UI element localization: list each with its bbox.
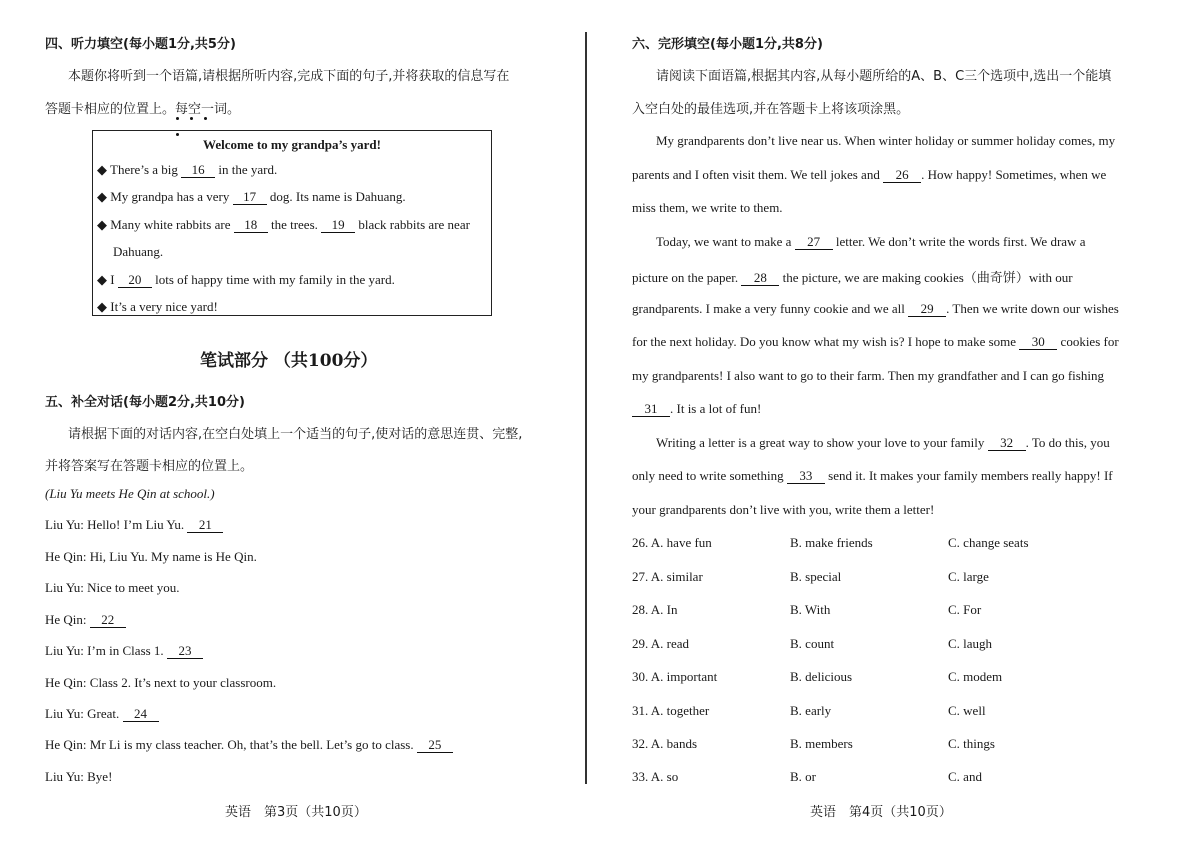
right-page-footer: 英语 第4页（共10页） [810, 805, 952, 820]
passage-line-7: for the next holiday. Do you know what my wish is? I hope to make some 30 cookies for [632, 334, 1119, 349]
passage-line-3: miss them, we write to them. [632, 200, 783, 215]
blank-27: 27 [795, 235, 833, 250]
blank-24: 24 [123, 707, 159, 722]
blank-16: 16 [181, 163, 215, 178]
dialogue-scene: (Liu Yu meets He Qin at school.) [45, 486, 215, 501]
blank-25: 25 [417, 738, 453, 753]
section-4-intro-line2: 答题卡相应的位置上。每空一词。 [45, 102, 241, 117]
option-27-a: 27. A. similar [632, 569, 703, 584]
option-30-b: B. delicious [790, 669, 853, 684]
passage-line-12: your grandparents don’t live with you, write them a letter! [632, 502, 935, 517]
option-29-b: B. count [790, 636, 835, 651]
dialogue-line-2: He Qin: Hi, Liu Yu. My name is He Qin. [45, 549, 257, 564]
blank-20: 20 [118, 273, 152, 288]
option-28-c: C. For [948, 602, 982, 617]
option-31-b: B. early [790, 703, 832, 718]
blank-28: 28 [741, 271, 779, 286]
option-33-a: 33. A. so [632, 769, 679, 784]
option-30-a: 30. A. important [632, 669, 718, 684]
blank-31: 31 [632, 402, 670, 417]
section-6-intro-line2: 入空白处的最佳选项,并在答题卡上将该项涂黑。 [632, 102, 910, 117]
box-line-16: ◆ There’s a big 16 in the yard. [97, 162, 278, 177]
section-5-intro-line2: 并将答案写在答题卡相应的位置上。 [45, 459, 254, 474]
emphasis-dots [176, 108, 224, 114]
passage-line-1: My grandparents don’t live near us. When winter holiday or summer holiday comes, my [656, 133, 1116, 148]
diamond-bullet-icon: ◆ [97, 217, 107, 232]
dialogue-line-9: Liu Yu: Bye! [45, 769, 113, 784]
option-32-b: B. members [790, 736, 853, 751]
box-line-18-19: ◆ Many white rabbits are 18 the trees. 19 black rabbits are near [97, 217, 470, 232]
blank-18: 18 [234, 218, 268, 233]
blank-22: 22 [90, 613, 126, 628]
option-30-c: C. modem [948, 669, 1003, 684]
option-29-c: C. laugh [948, 636, 993, 651]
section-5-title: 五、补全对话(每小题2分,共10分) [45, 395, 245, 410]
diamond-bullet-icon: ◆ [97, 299, 107, 314]
listening-box [92, 130, 492, 316]
option-33-b: B. or [790, 769, 816, 784]
dialogue-line-1: Liu Yu: Hello! I’m Liu Yu. 21 [45, 517, 223, 533]
blank-26: 26 [883, 168, 921, 183]
option-33-c: C. and [948, 769, 982, 784]
diamond-bullet-icon: ◆ [97, 162, 107, 177]
passage-line-10: Writing a letter is a great way to show your love to your family 32 . To do this, you [656, 435, 1110, 450]
passage-line-11: only need to write something 33 send it. It makes your family members really happy! If [632, 468, 1113, 483]
dialogue-line-8: He Qin: Mr Li is my class teacher. Oh, that’s the bell. Let’s go to class. 25 [45, 737, 453, 753]
blank-30: 30 [1019, 335, 1057, 350]
option-26-a: 26. A. have fun [632, 535, 712, 550]
option-26-c: C. change seats [948, 535, 1029, 550]
box-line-20: ◆ I 20 lots of happy time with my family in the yard. [97, 272, 395, 287]
dialogue-line-5: Liu Yu: I’m in Class 1. 23 [45, 643, 203, 659]
page-divider [585, 32, 587, 784]
box-title: Welcome to my grandpa’s yard! [203, 137, 381, 152]
box-line-nice-yard: ◆ It’s a very nice yard! [97, 299, 218, 314]
blank-29: 29 [908, 302, 946, 317]
left-page-footer: 英语 第3页（共10页） [225, 805, 367, 820]
blank-21: 21 [187, 518, 223, 533]
passage-line-2: parents and I often visit them. We tell jokes and 26 . How happy! Sometimes, when we [632, 167, 1107, 182]
written-part-title: 笔试部分 （共100分） [200, 351, 378, 371]
option-31-c: C. well [948, 703, 986, 718]
blank-33: 33 [787, 469, 825, 484]
dialogue-line-6: He Qin: Class 2. It’s next to your classroom. [45, 675, 277, 690]
option-28-b: B. With [790, 602, 831, 617]
box-line-17: ◆ My grandpa has a very 17 dog. Its name is Dahuang. [97, 189, 406, 204]
option-29-a: 29. A. read [632, 636, 690, 651]
dialogue-line-3: Liu Yu: Nice to meet you. [45, 580, 180, 595]
blank-17: 17 [233, 190, 267, 205]
section-6-title: 六、完形填空(每小题1分,共8分) [632, 37, 823, 52]
section-4-intro-line1: 本题你将听到一个语篇,请根据所听内容,完成下面的句子,并将获取的信息写在 [68, 69, 510, 84]
option-32-c: C. things [948, 736, 995, 751]
passage-line-5: picture on the paper. 28 the picture, we are making cookies（曲奇饼）with our [632, 270, 1073, 285]
section-4-title: 四、听力填空(每小题1分,共5分) [45, 37, 236, 52]
section-6-intro-line1: 请阅读下面语篇,根据其内容,从每小题所给的A、B、C三个选项中,选出一个能填 [656, 69, 1112, 84]
dialogue-line-4: He Qin: 22 [45, 612, 126, 628]
option-32-a: 32. A. bands [632, 736, 697, 751]
blank-32: 32 [988, 436, 1026, 451]
option-27-b: B. special [790, 569, 842, 584]
passage-line-4: Today, we want to make a 27 letter. We don’t write the words first. We draw a [656, 234, 1086, 249]
option-31-a: 31. A. together [632, 703, 710, 718]
blank-19: 19 [321, 218, 355, 233]
dialogue-line-7: Liu Yu: Great. 24 [45, 706, 159, 722]
passage-line-6: grandparents. I make a very funny cookie and we all 29 . Then we write down our wishes [632, 301, 1119, 316]
passage-line-8: my grandparents! I also want to go to their farm. Then my grandfather and I can go fishing [632, 368, 1104, 383]
option-27-c: C. large [948, 569, 989, 584]
diamond-bullet-icon: ◆ [97, 189, 107, 204]
option-26-b: B. make friends [790, 535, 873, 550]
option-28-a: 28. A. In [632, 602, 678, 617]
blank-23: 23 [167, 644, 203, 659]
box-line-dahuang: Dahuang. [113, 244, 164, 259]
passage-line-9: 31 . It is a lot of fun! [632, 401, 761, 417]
section-5-intro-line1: 请根据下面的对话内容,在空白处填上一个适当的句子,使对话的意思连贯、完整, [68, 427, 523, 442]
diamond-bullet-icon: ◆ [97, 272, 107, 287]
